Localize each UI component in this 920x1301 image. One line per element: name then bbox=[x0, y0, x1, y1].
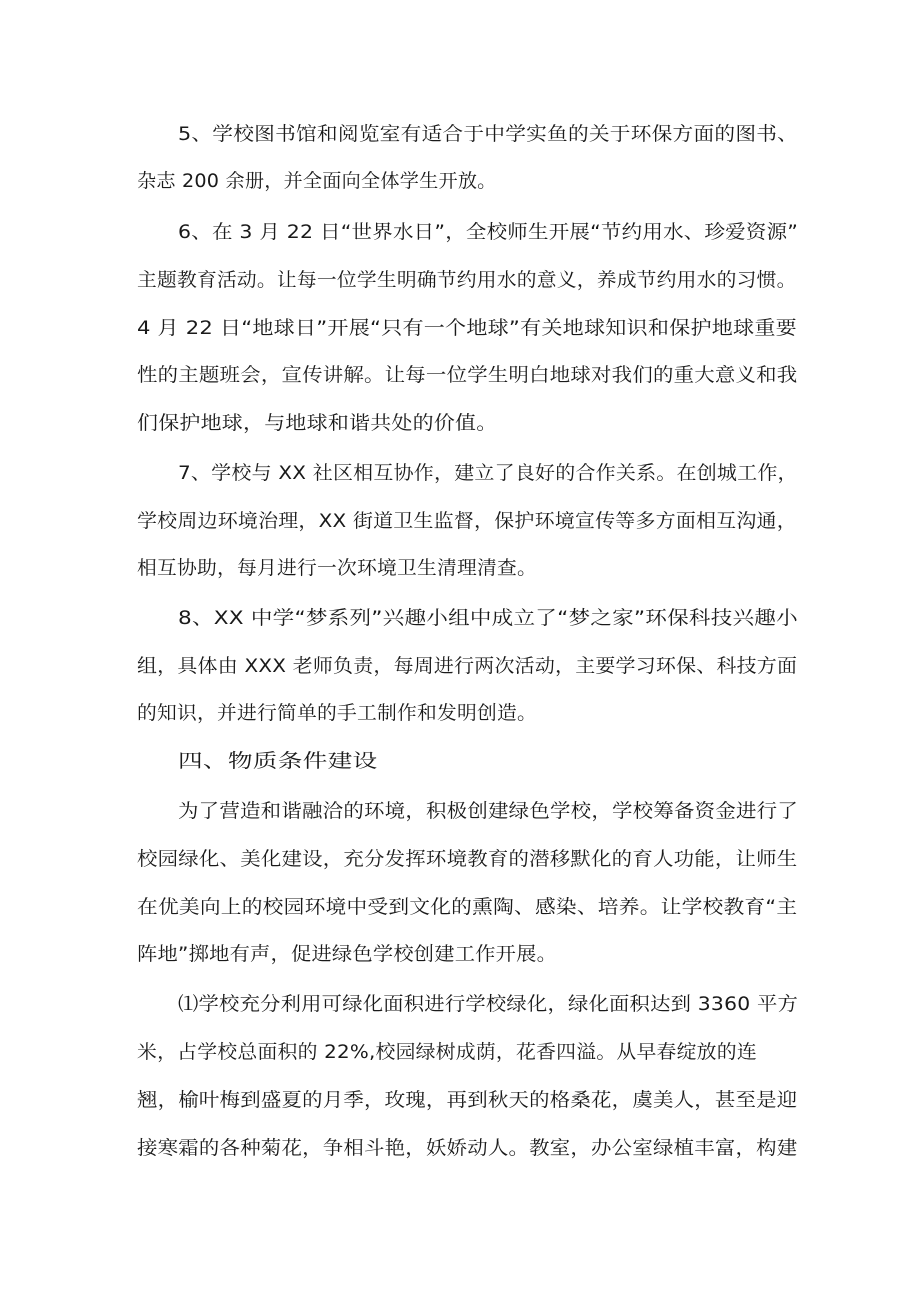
section-heading: 四、物质条件建设 bbox=[178, 750, 378, 772]
text-line: 学校周边环境治理，XX 街道卫生监督，保护环境宣传等多方面相互沟通， bbox=[137, 510, 797, 532]
text-line: 米，占学校总面积的 22%,校园绿树成荫，花香四溢。从早春绽放的连 bbox=[137, 1041, 757, 1063]
text-line: 翘，榆叶梅到盛夏的月季，玫瑰，再到秋天的格桑花，虞美人，甚至是迎 bbox=[137, 1089, 798, 1111]
text-line: 阵地”掷地有声，促进绿色学校创建工作开展。 bbox=[137, 943, 558, 965]
text-line: 8、XX 中学“梦系列”兴趣小组中成立了“梦之家”环保科技兴趣小 bbox=[178, 607, 798, 629]
text-line: 校园绿化、美化建设，充分发挥环境教育的潜移默化的育人功能，让师生 bbox=[137, 848, 798, 870]
text-line: 接寒霜的各种菊花，争相斗艳，妖娇动人。教室，办公室绿植丰富，构建 bbox=[137, 1137, 798, 1159]
text-line: 6、在 3 月 22 日“世界水日”，全校师生开展“节约用水、珍爱资源” bbox=[178, 221, 799, 243]
text-line: 性的主题班会，宣传讲解。让每一位学生明白地球对我们的重大意义和我 bbox=[137, 364, 798, 386]
text-line: 们保护地球，与地球和谐共处的价值。 bbox=[137, 412, 498, 434]
text-line: 杂志 200 余册，并全面向全体学生开放。 bbox=[137, 170, 497, 192]
text-line: ⑴学校充分利用可绿化面积进行学校绿化，绿化面积达到 3360 平方 bbox=[178, 993, 799, 1015]
text-line: 组，具体由 XXX 老师负责，每周进行两次活动，主要学习环保、科技方面 bbox=[137, 655, 798, 677]
text-line: 主题教育活动。让每一位学生明确节约用水的意义，养成节约用水的习惯。 bbox=[137, 269, 797, 291]
text-line: 相互协助，每月进行一次环境卫生清理清查。 bbox=[137, 557, 538, 579]
text-line: 在优美向上的校园环境中受到文化的熏陶、感染、培养。让学校教育“主 bbox=[137, 896, 798, 918]
text-line: 4 月 22 日“地球日”开展“只有一个地球”有关地球知识和保护地球重要 bbox=[137, 317, 797, 339]
text-line: 为了营造和谐融洽的环境，积极创建绿色学校，学校筹备资金进行了 bbox=[178, 800, 799, 822]
text-line: 7、学校与 XX 社区相互协作，建立了良好的合作关系。在创城工作， bbox=[178, 462, 798, 484]
text-line: 5、学校图书馆和阅览室有适合于中学实鱼的关于环保方面的图书、 bbox=[178, 123, 799, 145]
text-line: 的知识，并进行简单的手工制作和发明创造。 bbox=[137, 702, 538, 724]
